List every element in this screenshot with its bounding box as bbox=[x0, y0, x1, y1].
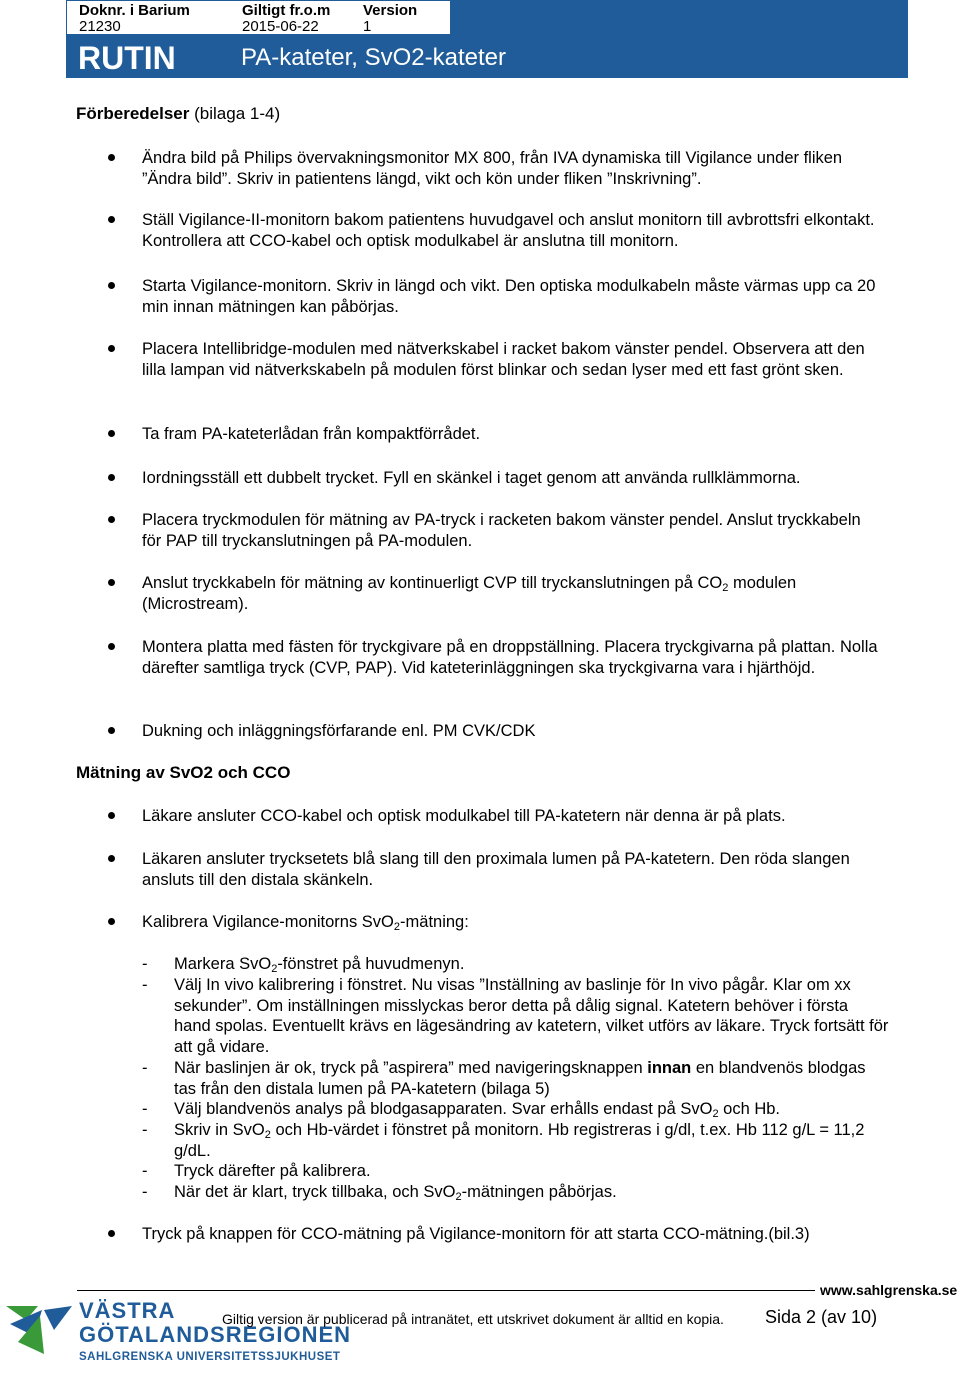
list-item: Läkaren ansluter trycksetets blå slang till den proximala lumen på PA-katetern. Den röda slangen ansluts till den distala skänkeln. bbox=[142, 850, 850, 889]
giltigt-value: 2015-06-22 bbox=[242, 18, 319, 35]
list-item-calibrate: Kalibrera Vigilance-monitorns SvO$_2$-mätning: bbox=[142, 913, 469, 933]
list-item-co2: Anslut tryckkabeln för mätning av kontinuerligt CVP till tryckanslutningen på $CO_2$ modulen (Microstream). bbox=[142, 574, 797, 613]
list-item: Placera Intellibridge-modulen med nätverkskabel i racket bakom vänster pendel. Observera att den lilla lampan vid nätverkskabeln på modulen först blinkar och sedan lyser med ett fast grönt sken. bbox=[142, 340, 865, 379]
step-item: Tryck därefter på kalibrera. bbox=[174, 1162, 371, 1180]
bullet-icon bbox=[108, 918, 115, 925]
step-item: Välj blandvenös analys på blodgasapparaten. Svar erhålls endast på SvO$_2$ och Hb. bbox=[174, 1100, 781, 1120]
list-item: Tryck på knappen för CCO-mätning på Vigilance-monitorn för att starta CCO-mätning.(bil.3) bbox=[142, 1225, 810, 1243]
bullet-icon bbox=[108, 727, 115, 734]
dash-marker: - bbox=[142, 1100, 148, 1118]
list-item: Ändra bild på Philips övervakningsmonitor MX 800, från IVA dynamiska till Vigilance under fliken ”Ändra bild”. Skriv in patientens längd, vikt och kön under fliken ”Inskrivning”. bbox=[142, 149, 843, 188]
dash-marker: - bbox=[142, 1121, 148, 1139]
dash-marker: - bbox=[142, 1162, 148, 1180]
step-item: Markera SvO$_2$-fönstret på huvudmenyn. bbox=[174, 955, 465, 975]
list-item: Läkare ansluter CCO-kabel och optisk modulkabel till PA-katetern när denna är på plats. bbox=[142, 807, 786, 825]
step-item: När baslinjen är ok, tryck på ”aspirera” med navigeringsknappen innan en blandvenös blodgas tas från den distala lumen på PA-katetern (bilaga 5) bbox=[174, 1059, 866, 1098]
version-label: Version bbox=[363, 2, 418, 19]
page-number: Sida 2 (av 10) bbox=[765, 1307, 878, 1327]
vgr-emblem-icon bbox=[4, 1302, 76, 1362]
dash-marker: - bbox=[142, 955, 148, 973]
bullet-icon bbox=[108, 1230, 115, 1237]
logo-line-3: SAHLGRENSKA UNIVERSITETSSJUKHUSET bbox=[79, 1351, 341, 1363]
footer-url[interactable]: www.sahlgrenska.se bbox=[820, 1282, 958, 1298]
giltigt-label: Giltigt fr.o.m bbox=[242, 2, 331, 19]
doknr-label: Doknr. i Barium bbox=[79, 2, 190, 19]
document-type: RUTIN bbox=[78, 40, 176, 76]
version-value: 1 bbox=[363, 18, 372, 35]
bullet-icon bbox=[108, 345, 115, 352]
bullet-icon bbox=[108, 579, 115, 586]
vgr-logo bbox=[4, 1298, 364, 1370]
header-meta-box bbox=[66, 0, 451, 35]
step-item: När det är klart, tryck tillbaka, och SvO$_2$-mätningen påbörjas. bbox=[174, 1183, 617, 1203]
step-item: Välj In vivo kalibrering i fönstret. Nu visas ”Inställning av baslinje för In vivo pågår. Klar om xx sekunder”. Om inställningen misslyckas beror detta på dålig signal. Katetern behöver i första hand spolas. Eventuellt krävs en lägesändring av katetern, vilket utförs av läkare. Tryck fortsätt för att gå vidare. bbox=[174, 976, 889, 1056]
dash-marker: - bbox=[142, 1059, 148, 1077]
bullet-icon bbox=[108, 282, 115, 289]
dash-marker: - bbox=[142, 976, 148, 994]
bullet-icon bbox=[108, 855, 115, 862]
footer-note: Giltig version är publicerad på intranätet, ett utskrivet dokument är alltid en kopia. bbox=[222, 1311, 724, 1327]
bullet-icon bbox=[108, 516, 115, 523]
bullet-icon bbox=[108, 430, 115, 437]
document-header bbox=[66, 0, 908, 78]
list-item: Dukning och inläggningsförfarande enl. PM CVK/CDK bbox=[142, 722, 536, 740]
doknr-value: 21230 bbox=[79, 18, 121, 35]
bullet-icon bbox=[108, 812, 115, 819]
section-heading-forberedelser: Förberedelser (bilaga 1-4) bbox=[76, 104, 281, 123]
list-item: Ta fram PA-kateterlådan från kompaktförrådet. bbox=[142, 425, 481, 443]
list-item: Iordningsställ ett dubbelt trycket. Fyll en skänkel i taget genom att använda rullklämmorna. bbox=[142, 469, 801, 487]
bullet-icon bbox=[108, 643, 115, 650]
list-item: Ställ Vigilance-II-monitorn bakom patientens huvudgavel och anslut monitorn till avbrottsfri elkontakt. Kontrollera att CCO-kabel och optisk modulkabel är anslutna till monitorn. bbox=[142, 211, 875, 250]
bullet-icon bbox=[108, 154, 115, 161]
footer-divider bbox=[77, 1290, 815, 1291]
dash-marker: - bbox=[142, 1183, 148, 1201]
list-item: Starta Vigilance-monitorn. Skriv in längd och vikt. Den optiska modulkabeln måste värmas upp ca 20 min innan mätningen kan påbörjas. bbox=[142, 277, 876, 316]
list-item: Placera tryckmodulen för mätning av PA-tryck i racketen bakom vänster pendel. Anslut tryckkabeln för PAP till tryckanslutningen på PA-modulen. bbox=[142, 511, 861, 550]
document-title: PA-kateter, SvO2-kateter bbox=[241, 44, 506, 71]
logo-line-2: GÖTALANDSREGIONEN bbox=[79, 1322, 352, 1347]
logo-line-1: VÄSTRA bbox=[79, 1298, 176, 1323]
list-item: Montera platta med fästen för tryckgivare på en droppställning. Placera tryckgivarna på plattan. Nolla därefter samtliga tryck (CVP, PAP). Vid kateterinläggningen ska tryckgivarna vara i hjärthöjd. bbox=[142, 638, 878, 677]
section-heading-matning: Mätning av SvO2 och CCO bbox=[76, 763, 291, 782]
bullet-icon bbox=[108, 474, 115, 481]
bullet-icon bbox=[108, 216, 115, 223]
step-item: Skriv in SvO$_2$ och Hb-värdet i fönstret på monitorn. Hb registreras i g/dl, t.ex. Hb 112 g/L = 11,2 g/dL. bbox=[174, 1121, 865, 1160]
